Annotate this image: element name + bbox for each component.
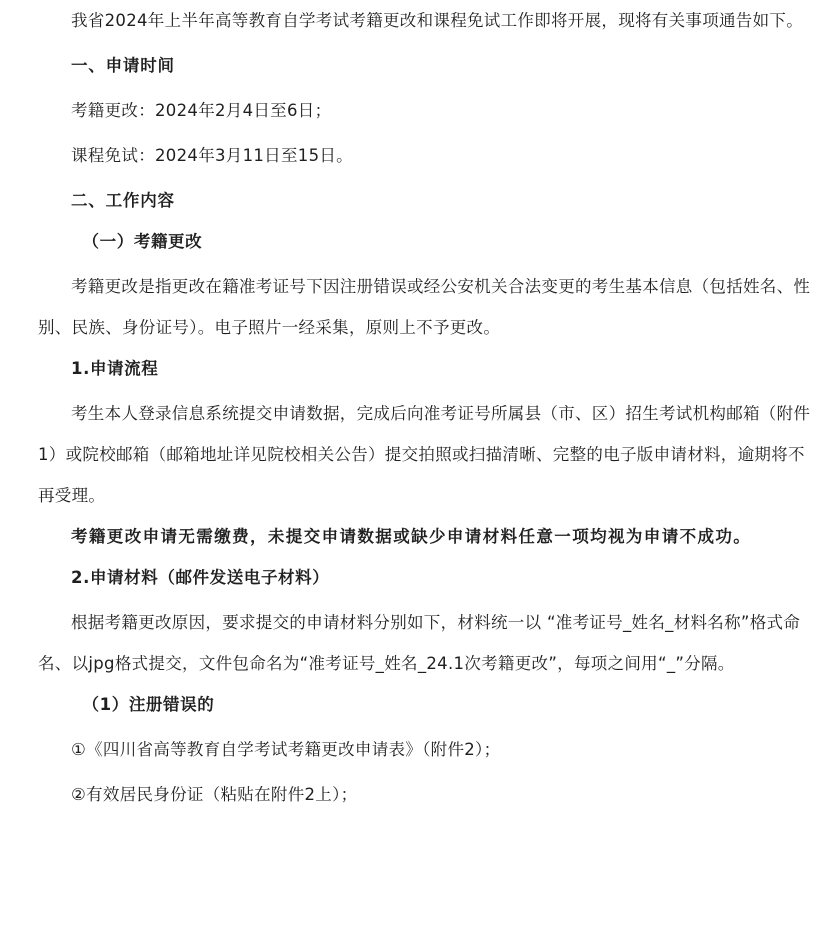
item-course-exemption-date: 课程免试：2024年3月11日至15日。 [71, 146, 353, 165]
no-fee-notice: 考籍更改申请无需缴费，未提交申请数据或缺少申请材料任意一项均视为申请不成功。 [71, 527, 752, 546]
heading-application-process: 1.申请流程 [71, 359, 159, 378]
heading-application-materials: 2.申请材料（邮件发送电子材料） [71, 568, 330, 587]
section-heading-application-time: 一、申请时间 [71, 56, 175, 75]
subsection-heading-exam-record-change: （一）考籍更改 [82, 232, 203, 251]
item-exam-record-change-date: 考籍更改：2024年2月4日至6日； [71, 101, 332, 120]
application-materials-text: 根据考籍更改原因，要求提交的申请材料分别如下，材料统一以 “准考证号_姓名_材料名称”格式命名、以jpg格式提交，文件包命名为“准考证号_姓名_24.1次考籍更改”，每项之间用“_”分隔。 [38, 613, 801, 673]
material-item-application-form: ①《四川省高等教育自学考试考籍更改申请表》（附件2）； [71, 740, 501, 759]
section-heading-work-content: 二、工作内容 [71, 191, 175, 210]
application-process-text: 考生本人登录信息系统提交申请数据，完成后向准考证号所属县（市、区）招生考试机构邮箱（附件1）或院校邮箱（邮箱地址详见院校相关公告）提交拍照或扫描清晰、完整的电子版申请材料，逾期将不再受理。 [38, 404, 811, 505]
material-item-id-card: ②有效居民身份证（粘贴在附件2上）； [71, 785, 358, 804]
heading-registration-error: （1）注册错误的 [82, 695, 215, 714]
exam-record-change-description: 考籍更改是指更改在籍准考证号下因注册错误或经公安机关合法变更的考生基本信息（包括姓名、性别、民族、身份证号）。电子照片一经采集，原则上不予更改。 [38, 277, 811, 337]
intro-paragraph: 我省2024年上半年高等教育自学考试考籍更改和课程免试工作即将开展，现将有关事项通告如下。 [71, 11, 803, 30]
document-body [38, 0, 818, 815]
